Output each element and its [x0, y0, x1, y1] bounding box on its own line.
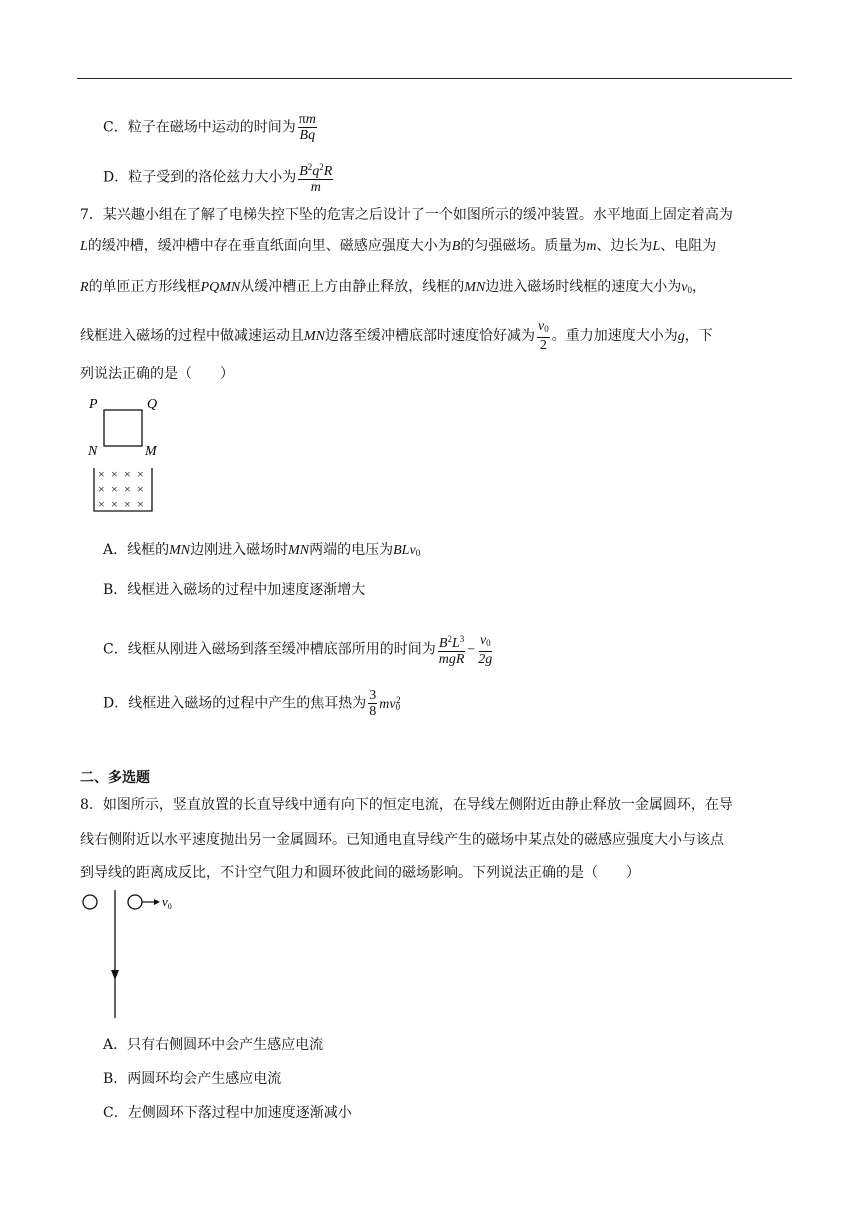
q7-stem-line-5: 列说法正确的是（ ）	[80, 366, 234, 382]
field-cross-icon: ×	[124, 467, 131, 481]
fraction-v0-over-2g: $\frac{v_0}{2g}$	[478, 632, 493, 667]
q8-option-b[interactable]: B．两圆环均会产生感应电流	[103, 1071, 282, 1087]
fraction-v0-over-2: $\frac{v_0}{2}$	[538, 319, 549, 353]
q8-option-a[interactable]: A．只有右侧圆环中会产生感应电流	[103, 1037, 324, 1053]
fraction-b2l3-over-mgr: $\frac{B^2L^3}{\text{mgR}}$	[438, 634, 465, 667]
field-cross-icon: ×	[111, 482, 118, 496]
field-cross-icon: ×	[124, 482, 131, 496]
field-cross-icon: ×	[137, 467, 144, 481]
q8-stem-line-3: 到导线的距离成反比，不计空气阻力和圆环彼此间的磁场影响。下列说法正确的是（ ）	[80, 865, 640, 881]
q7-option-c[interactable]: C．线框从刚进入磁场到落至缓冲槽底部所用的时间为 $\frac{B^2L^3}{\text{mgR}}$ − $\frac{v_0}{2g}$	[103, 632, 493, 667]
header-rule	[77, 78, 792, 79]
q8-stem-line-2: 线右侧附近以水平速度抛出另一金属圆环。已知通电直导线产生的磁场中某点处的磁感应强度大小与该点	[80, 832, 724, 848]
square-coil	[104, 410, 142, 446]
q8-option-c[interactable]: C．左侧圆环下落过程中加速度逐渐减小	[103, 1105, 352, 1121]
fraction-b2q2r-over-m: $\frac{B^2q^2R}{m}$	[299, 162, 333, 195]
velocity-arrow-head-icon	[154, 899, 160, 905]
right-ring	[128, 895, 142, 909]
q8-figure-wire-and-rings	[80, 890, 200, 1022]
field-cross-icon: ×	[111, 497, 118, 511]
current-arrow-down-icon	[111, 970, 119, 980]
q7-stem-line-3: R的单匝正方形线框PQMN从缓冲槽正上方由静止释放，线框的MN边进入磁场时线框的速度大小为$v_0$，	[80, 279, 706, 295]
label-p: P	[89, 397, 98, 412]
label-q: Q	[147, 397, 158, 412]
q7-option-d[interactable]: D．线框进入磁场的过程中产生的焦耳热为 $\frac{3}{8}$ $mv_0^2$	[103, 688, 401, 719]
q7-stem-line-4: 线框进入磁场的过程中做减速运动且MN边落至缓冲槽底部时速度恰好减为 $\frac{v_0}{2}$ 。重力加速度大小为g，下	[80, 319, 713, 353]
q8-stem-line-1: 8．如图所示，竖直放置的长直导线中通有向下的恒定电流，在导线左侧附近由静止释放一金属圆环，在导	[80, 797, 733, 813]
q6-option-c[interactable]: C．粒子在磁场中运动的时间为 $\frac{\pi m}{Bq}$	[103, 112, 316, 143]
q7-option-a[interactable]: A．线框的MN边刚进入磁场时MN两端的电压为BLv$_0$	[103, 542, 421, 558]
field-cross-icon: ×	[137, 497, 144, 511]
field-cross-icon: ×	[98, 482, 105, 496]
field-cross-icon: ×	[98, 497, 105, 511]
q7-figure-coil-and-slot	[85, 392, 165, 516]
q7-stem-line-1: 7．某兴趣小组在了解了电梯失控下坠的危害之后设计了一个如图所示的缓冲装置。水平地面上固定着高为	[80, 207, 733, 223]
left-ring	[83, 895, 97, 909]
q7-option-b[interactable]: B．线框进入磁场的过程中加速度逐渐增大	[103, 582, 366, 598]
q6-option-d[interactable]: D．粒子受到的洛伦兹力大小为 $\frac{B^2q^2R}{m}$	[103, 162, 333, 195]
field-cross-icon: ×	[124, 497, 131, 511]
velocity-label: $v_0$	[162, 894, 172, 911]
field-cross-icon: ×	[111, 467, 118, 481]
magnetic-field-crosses	[98, 467, 144, 511]
section-title-multiple-choice: 二、多选题	[80, 770, 150, 786]
field-cross-icon: ×	[98, 467, 105, 481]
fraction-3-over-8: $\frac{3}{8}$	[369, 688, 377, 719]
field-cross-icon: ×	[137, 482, 144, 496]
fraction-pim-over-bq: $\frac{\pi m}{Bq}$	[298, 112, 316, 143]
label-m: M	[145, 444, 157, 459]
q7-stem-line-2: L的缓冲槽，缓冲槽中存在垂直纸面向里、磁感应强度大小为B的匀强磁场。质量为m、边长为L、电阻为	[80, 238, 717, 254]
label-n: N	[88, 444, 98, 459]
